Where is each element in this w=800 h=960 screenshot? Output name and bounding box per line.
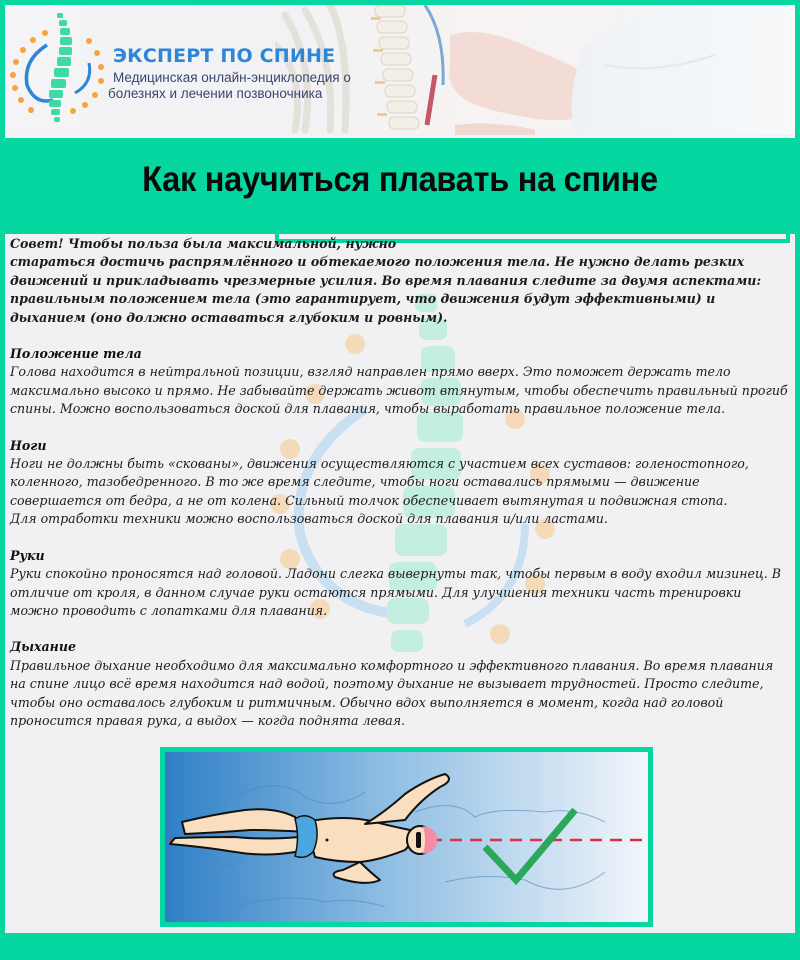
spine-logo-icon [5,5,115,135]
section-heading: Дыхание [10,639,77,655]
section-text: Правильное дыхание необходимо для максимально комфортного и эффективного плавания. Во время плавания на спине лицо всё время находится над водой, поэтому дыхание не вызывает трудностей. Просто следите, чтобы оно оставалось глубоким и ритмичным. Обычно вдох выполняется в момент, когда над головой проносится правая рука, а выдох — когда поднята левая. [10,657,774,728]
page-title: Как научиться плавать на спине [142,160,658,199]
section-text: Голова находится в нейтральной позиции, взгляд направлен прямо вверх. Это поможет держать тело максимально высоко и прямо. Не забывайте держать живот втянутым, чтобы обеспечить правильный прогиб спины. Можно воспользоваться доской для плавания, чтобы выработать правильное положение тела. [10,364,788,417]
section-heading: Положение тела [10,346,142,362]
article-text [10,234,790,730]
section-arms [10,547,790,621]
footer-band [0,933,800,960]
backstroke-illustration [160,747,653,927]
section-legs [10,437,790,529]
section-breathing [10,638,790,730]
site-header [5,5,795,135]
section-body-position [10,345,790,419]
tip-text-continued: стараться достичь распрямлённого и обтекаемого положения тела. Не нужно делать резких движений и прикладывать чрезмерные усилия. Во время плавания следите за двумя аспектами: правильным положением тела (это гарантирует, что движения будут эффективными) и дыханием (оно должно оставаться глубоким и ровным). [10,254,762,325]
brand [108,45,351,102]
tip-paragraph [10,235,790,327]
section-text: Руки спокойно проносятся над головой. Ладони слегка вывернуты так, чтобы первым в воду входил мизинец. В отличие от кроля, в данном случае руки остаются прямыми. Для улучшения техники часть тренировки можно проводить с лопатками для плавания. [10,566,782,618]
section-heading: Ноги [10,437,47,453]
section-text: Ноги не должны быть «скованы», движения осуществляются с участием всех суставов: голеностопного, коленного, тазобедренного. В то же время следите, чтобы ноги оставались прямыми — движение совершается от бедра, а не от колена. Сильный толчок обеспечивает вытянутая и подвижная стопа. [10,456,749,508]
tip-label: Совет! [10,236,64,251]
brand-subtitle [108,70,351,102]
brand-subtitle-line2: болезнях и лечении позвоночника [108,86,323,101]
swimmer-icon [165,752,648,922]
tip-text: Чтобы польза была максимальной, нужно [63,236,397,251]
section-heading: Руки [10,547,45,563]
section-text-extra: Для отработки техники можно воспользоваться доской для плавания и/или ластами. [10,511,608,527]
brand-subtitle-line1: Медицинская онлайн-энциклопедия о [113,70,351,85]
brand-title[interactable]: ЭКСПЕРТ ПО СПИНЕ [113,45,336,67]
header-photo [275,5,795,135]
